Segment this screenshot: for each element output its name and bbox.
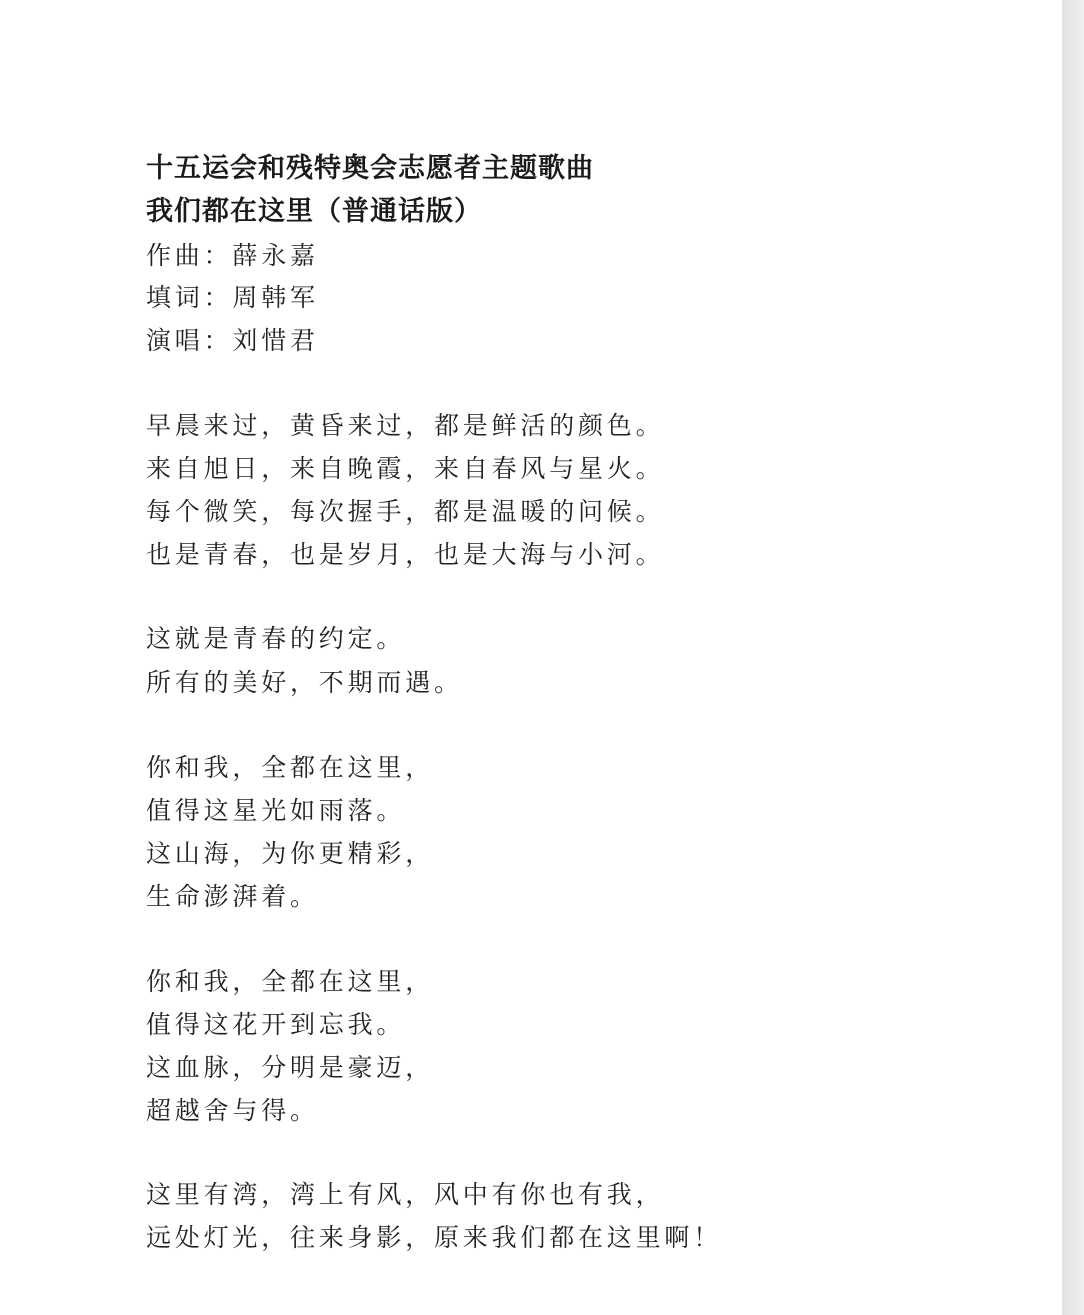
page-gutter [1062,0,1084,1315]
lyric-line: 这里有湾，湾上有风，风中有你也有我， [146,1180,665,1209]
lyric-line: 你和我，全都在这里， [146,753,435,782]
lyric-line: 值得这花开到忘我。 [146,1010,406,1039]
lyric-line: 早晨来过，黄昏来过，都是鲜活的颜色。 [146,411,665,440]
credit-singer: 演唱：刘惜君 [146,326,319,355]
lyric-line: 这山海，为你更精彩， [146,839,435,868]
lyric-line: 也是青春，也是岁月，也是大海与小河。 [146,540,665,569]
song-title-line-1: 十五运会和残特奥会志愿者主题歌曲 [146,153,594,184]
lyric-line: 来自旭日，来自晚霞，来自春风与星火。 [146,454,665,483]
lyric-line: 每个微笑，每次握手，都是温暖的问候。 [146,497,665,526]
credit-lyricist: 填词：周韩军 [146,283,319,312]
lyric-line: 所有的美好，不期而遇。 [146,668,463,697]
lyric-line: 这血脉，分明是豪迈， [146,1053,435,1082]
lyric-line: 生命澎湃着。 [146,882,319,911]
credit-composer: 作曲：薛永嘉 [146,241,319,270]
lyric-line: 你和我，全都在这里， [146,967,435,996]
lyric-line: 值得这星光如雨落。 [146,796,406,825]
song-title-line-2: 我们都在这里（普通话版） [146,196,482,227]
lyric-line: 远处灯光，往来身影，原来我们都在这里啊！ [146,1223,723,1252]
lyric-line: 这就是青春的约定。 [146,624,406,653]
lyric-line: 超越舍与得。 [146,1096,319,1125]
